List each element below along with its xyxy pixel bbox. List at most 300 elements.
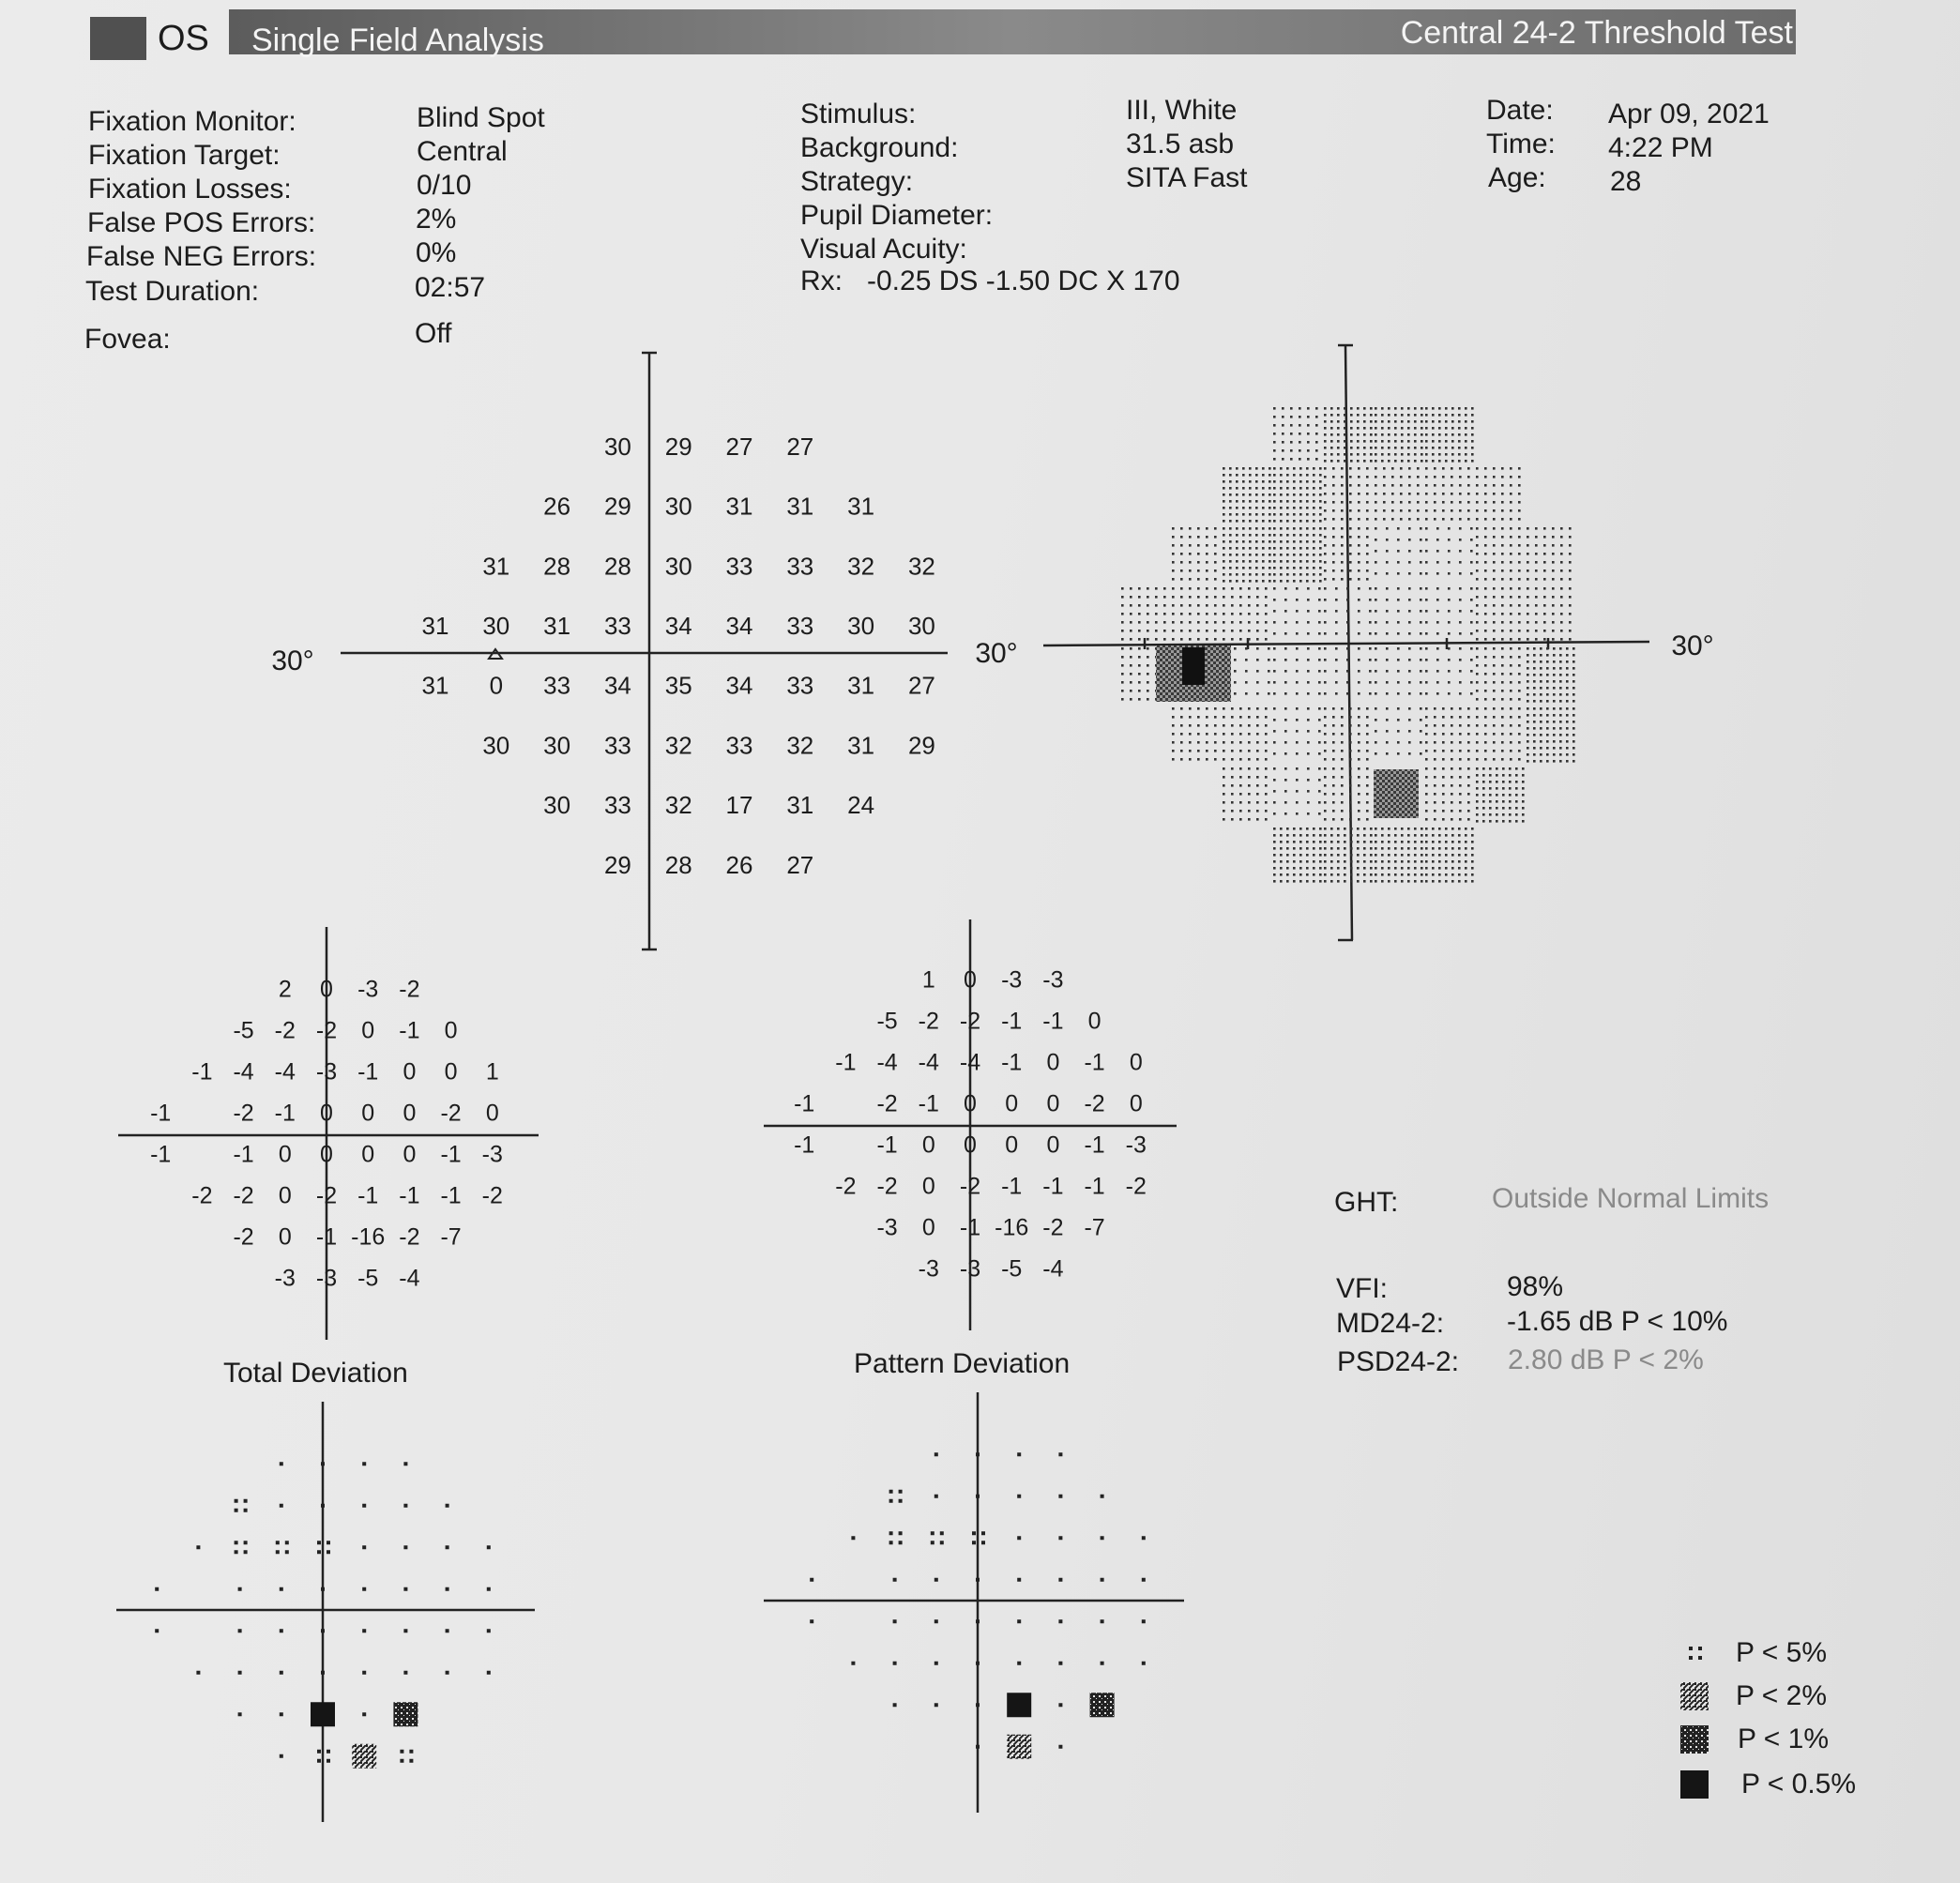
grayscale-dot (1335, 632, 1338, 635)
grayscale-dot (1273, 513, 1276, 516)
grayscale-dot (1249, 567, 1252, 569)
grayscale-dot (1467, 818, 1470, 821)
grayscale-dot (1284, 632, 1287, 635)
grayscale-dot (1236, 474, 1238, 477)
grayscale-dot (1358, 647, 1360, 650)
grayscale-dot (1493, 630, 1496, 632)
grayscale-dot (1357, 847, 1360, 850)
grayscale-dot (1448, 621, 1451, 624)
grayscale-dot (1369, 587, 1372, 590)
grayscale-dot (1527, 613, 1529, 615)
total_deviation-prob-symbol (280, 1462, 283, 1465)
grayscale-dot (1573, 714, 1575, 717)
grayscale-dot (1546, 700, 1549, 703)
grayscale-dot (1467, 509, 1470, 512)
grayscale-dot (1467, 493, 1470, 495)
grayscale-dot (1255, 513, 1258, 516)
grayscale-dot (1465, 873, 1467, 876)
grayscale-dot (1546, 727, 1549, 730)
grayscale-dot (1197, 604, 1200, 607)
grayscale-dot (1229, 573, 1232, 576)
grayscale-dot (1214, 707, 1217, 710)
legend-symbol-p5 (1689, 1647, 1693, 1650)
grayscale-dot (1470, 550, 1473, 553)
grayscale-dot (1299, 854, 1302, 857)
stimulus-label: Stimulus: (800, 99, 917, 129)
grayscale-dot (1471, 453, 1474, 456)
grayscale-dot (1282, 416, 1284, 418)
grayscale-dot (1401, 834, 1404, 837)
grayscale-dot (1350, 854, 1353, 857)
total_deviation-value: 0 (361, 1141, 375, 1168)
grayscale-dot (1540, 687, 1542, 690)
grayscale-dot (1346, 587, 1349, 590)
grayscale-dot (1451, 476, 1453, 478)
fixation-target-label: Fixation Target: (88, 140, 281, 171)
grayscale-dot (1284, 670, 1287, 673)
grayscale-dot (1223, 527, 1225, 530)
grayscale-dot (1206, 733, 1208, 736)
threshold-value: 29 (907, 731, 935, 760)
grayscale-dot (1458, 860, 1461, 863)
time-label: Time: (1486, 129, 1556, 159)
grayscale-dot (1358, 776, 1360, 779)
strategy-value: SITA Fast (1126, 162, 1248, 193)
grayscale-dot (1269, 487, 1271, 490)
grayscale-dot (1206, 536, 1208, 539)
grayscale-dot (1559, 693, 1562, 696)
grayscale-dot (1307, 424, 1310, 427)
grayscale-dot (1489, 774, 1492, 777)
grayscale-dot (1306, 567, 1309, 569)
total_deviation-prob-symbol (403, 1462, 407, 1465)
grayscale-dot (1313, 867, 1315, 870)
grayscale-dot (1451, 427, 1454, 430)
grayscale-dot (1432, 841, 1435, 843)
grayscale-dot (1434, 776, 1436, 779)
grayscale-dot (1172, 536, 1175, 539)
grayscale-dot (1543, 569, 1546, 572)
grayscale-dot (1273, 860, 1276, 863)
grayscale-dot (1155, 630, 1158, 632)
grayscale-dot (1299, 860, 1302, 863)
grayscale-dot (1496, 794, 1498, 797)
grayscale-dot (1357, 873, 1360, 876)
grayscale-dot (1280, 867, 1283, 870)
threshold-value: 31 (847, 731, 875, 760)
grayscale-dot (1375, 659, 1377, 661)
total_deviation-prob-symbol (285, 1541, 289, 1544)
total_deviation-prob-symbol (362, 1545, 366, 1549)
grayscale-dot (1388, 427, 1390, 430)
grayscale-dot (1553, 707, 1556, 710)
grayscale-dot (1197, 561, 1200, 564)
grayscale-dot (1256, 604, 1259, 607)
grayscale-dot (1370, 841, 1373, 843)
grayscale-dot (1324, 750, 1327, 752)
grayscale-dot (1358, 692, 1360, 695)
grayscale-dot (1425, 647, 1428, 650)
grayscale-dot (1458, 447, 1461, 449)
grayscale-dot (1138, 621, 1141, 624)
grayscale-dot (1451, 484, 1453, 487)
grayscale-dot (1459, 518, 1462, 521)
grayscale-dot (1358, 578, 1360, 581)
grayscale-dot (1344, 880, 1346, 883)
grayscale-dot (1489, 807, 1492, 810)
grayscale-dot (1357, 867, 1360, 870)
legend-label-p1: P < 1% (1738, 1724, 1830, 1754)
grayscale-dot (1540, 760, 1542, 763)
grayscale-dot (1273, 554, 1276, 556)
grayscale-dot (1493, 561, 1496, 564)
grayscale-dot (1559, 647, 1562, 650)
pattern_deviation-prob-symbol (1101, 1536, 1104, 1540)
grayscale-dot (1559, 654, 1562, 657)
grayscale-dot (1229, 500, 1232, 503)
grayscale-dot (1375, 670, 1377, 673)
grayscale-dot (1273, 480, 1276, 483)
grayscale-dot (1332, 509, 1335, 512)
grayscale-dot (1493, 509, 1496, 512)
grayscale-dot (1255, 560, 1258, 563)
grayscale-dot (1375, 692, 1377, 695)
grayscale-dot (1163, 613, 1166, 615)
grayscale-dot (1138, 647, 1141, 650)
grayscale-dot (1346, 681, 1349, 684)
grayscale-dot (1467, 750, 1470, 752)
grayscale-dot (1448, 561, 1451, 564)
pattern_deviation-prob-symbol (1101, 1495, 1104, 1498)
grayscale-dot (1337, 828, 1340, 830)
total_deviation-prob-symbol (317, 1550, 321, 1554)
grayscale-dot (1363, 440, 1366, 443)
grayscale-dot (1386, 719, 1389, 721)
grayscale-dot (1273, 854, 1276, 857)
grayscale-dot (1401, 453, 1404, 456)
grayscale-dot (1386, 572, 1389, 575)
grayscale-dot (1282, 433, 1284, 435)
grayscale-dot (1438, 433, 1441, 436)
grayscale-dot (1432, 860, 1435, 863)
grayscale-dot (1465, 828, 1467, 830)
grayscale-dot (1332, 476, 1335, 478)
grayscale-dot (1223, 567, 1225, 569)
grayscale-dot (1375, 873, 1377, 876)
grayscale-dot (1493, 647, 1496, 650)
grayscale-dot (1256, 724, 1259, 727)
grayscale-dot (1432, 460, 1435, 463)
grayscale-dot (1231, 587, 1234, 590)
grayscale-dot (1293, 847, 1296, 850)
grayscale-dot (1313, 467, 1315, 470)
grayscale-dot (1332, 784, 1335, 787)
grayscale-dot (1189, 758, 1192, 761)
grayscale-dot (1501, 664, 1504, 667)
grayscale-dot (1307, 458, 1310, 461)
grayscale-dot (1451, 767, 1453, 770)
grayscale-dot (1467, 716, 1470, 719)
grayscale-dot (1484, 733, 1487, 736)
grayscale-dot (1358, 733, 1360, 736)
grayscale-dot (1445, 880, 1448, 883)
grayscale-dot (1319, 854, 1322, 857)
grayscale-dot (1155, 596, 1158, 599)
grayscale-dot (1493, 553, 1496, 555)
pattern_deviation-prob-symbol (1101, 1619, 1104, 1623)
grayscale-dot (1358, 741, 1360, 744)
grayscale-dot (1121, 681, 1124, 684)
grayscale-dot (1280, 880, 1283, 883)
grayscale-dot (1280, 494, 1283, 496)
total_deviation-value: -2 (315, 1017, 338, 1044)
grayscale-dot (1527, 578, 1529, 581)
grayscale-dot (1559, 661, 1562, 663)
grayscale-dot (1484, 724, 1487, 727)
grayscale-dot (1414, 433, 1417, 436)
grayscale-dot (1375, 730, 1377, 733)
grayscale-dot (1280, 513, 1283, 516)
grayscale-dot (1229, 560, 1232, 563)
grayscale-dot (1459, 801, 1462, 804)
grayscale-dot (1357, 420, 1360, 423)
grayscale-dot (1381, 828, 1384, 830)
grayscale-dot (1358, 724, 1360, 727)
grayscale-dot (1273, 779, 1276, 782)
grayscale-dot (1476, 698, 1479, 701)
pattern_deviation-value: -1 (1001, 1008, 1023, 1035)
grayscale-dot (1421, 427, 1423, 430)
grayscale-dot (1319, 507, 1322, 509)
grayscale-dot (1363, 420, 1366, 423)
grayscale-dot (1130, 630, 1132, 632)
grayscale-dot (1206, 613, 1208, 615)
grayscale-dot (1518, 596, 1521, 599)
total_deviation-value: -2 (440, 1100, 462, 1127)
grayscale-dot (1515, 813, 1518, 816)
grayscale-dot (1451, 460, 1454, 463)
grayscale-dot (1465, 407, 1467, 410)
grayscale-dot (1533, 707, 1536, 710)
grayscale-dot (1332, 758, 1335, 761)
total_deviation-prob-symbol (244, 1550, 248, 1554)
grayscale-dot (1459, 692, 1462, 695)
grayscale-dot (1248, 587, 1251, 590)
grayscale-dot (1299, 424, 1301, 427)
grayscale-dot (1318, 670, 1321, 673)
grayscale-dot (1470, 670, 1473, 673)
grayscale-dot (1337, 447, 1340, 449)
grayscale-dot (1306, 880, 1309, 883)
total_deviation-value: 0 (403, 1058, 417, 1086)
grayscale-dot (1420, 692, 1422, 695)
grayscale-dot (1121, 630, 1124, 632)
grayscale-dot (1273, 867, 1276, 870)
grayscale-dot (1414, 828, 1417, 830)
grayscale-dot (1332, 493, 1335, 495)
grayscale-dot (1434, 484, 1436, 487)
grayscale-dot (1324, 453, 1327, 456)
grayscale-dot (1484, 681, 1487, 684)
grayscale-dot (1330, 841, 1333, 843)
grayscale-dot (1459, 610, 1462, 613)
grayscale-dot (1265, 613, 1268, 615)
grayscale-dot (1262, 474, 1265, 477)
pattern_deviation-value: -3 (1125, 1131, 1147, 1159)
grayscale-dot (1299, 841, 1302, 843)
grayscale-dot (1388, 880, 1390, 883)
grayscale-dot (1425, 847, 1428, 850)
grayscale-dot (1306, 534, 1309, 537)
grayscale-dot (1459, 647, 1462, 650)
grayscale-dot (1366, 776, 1369, 779)
grayscale-dot (1425, 460, 1428, 463)
grayscale-dot (1324, 427, 1327, 430)
grayscale-dot (1249, 573, 1252, 576)
total_deviation-value: -3 (481, 1141, 503, 1168)
grayscale-dot (1476, 707, 1479, 710)
grayscale-dot (1502, 800, 1505, 803)
grayscale-dot (1476, 569, 1479, 572)
grayscale-dot (1543, 553, 1546, 555)
grayscale-dot (1510, 553, 1512, 555)
grayscale-dot (1155, 587, 1158, 590)
grayscale-dot (1407, 834, 1410, 837)
grayscale-dot (1388, 460, 1390, 463)
grayscale-dot (1476, 476, 1479, 478)
grayscale-dot (1573, 727, 1575, 730)
pattern_deviation-prob-symbol (1090, 1693, 1115, 1717)
grayscale-dot (1493, 673, 1496, 676)
grayscale-dot (1476, 630, 1479, 632)
grayscale-dot (1214, 596, 1217, 599)
grayscale-dot (1458, 873, 1461, 876)
grayscale-dot (1236, 480, 1238, 483)
grayscale-dot (1293, 534, 1296, 537)
grayscale-dot (1535, 569, 1538, 572)
grayscale-dot (1459, 587, 1462, 590)
grayscale-dot (1306, 507, 1309, 509)
grayscale-dot (1421, 414, 1423, 417)
grayscale-dot (1476, 716, 1479, 719)
grayscale-dot (1467, 501, 1470, 504)
grayscale-dot (1358, 536, 1360, 539)
grayscale-dot (1546, 760, 1549, 763)
total_deviation-prob-symbol (280, 1754, 283, 1758)
grayscale-dot (1425, 587, 1428, 590)
grayscale-dot (1319, 487, 1322, 490)
grayscale-dot (1484, 630, 1487, 632)
grayscale-dot (1458, 880, 1461, 883)
grayscale-dot (1286, 867, 1289, 870)
grayscale-dot (1229, 467, 1232, 470)
grayscale-dot (1451, 834, 1454, 837)
grayscale-dot (1420, 647, 1422, 650)
grayscale-dot (1470, 621, 1473, 624)
grayscale-dot (1375, 880, 1377, 883)
grayscale-dot (1249, 487, 1252, 490)
grayscale-dot (1484, 673, 1487, 676)
threshold-value: 31 (421, 671, 449, 700)
grayscale-dot (1369, 610, 1372, 613)
total_deviation-value: 0 (444, 1058, 458, 1086)
total_deviation-value: -5 (233, 1017, 254, 1044)
grayscale-dot (1533, 680, 1536, 683)
grayscale-dot (1471, 460, 1474, 463)
total_deviation-prob-symbol (403, 1545, 407, 1549)
total_deviation-prob-symbol (280, 1587, 283, 1591)
pattern_deviation-prob-symbol (981, 1531, 985, 1535)
grayscale-dot (1344, 420, 1346, 423)
grayscale-dot (1543, 621, 1546, 624)
grayscale-dot (1510, 476, 1512, 478)
grayscale-dot (1147, 604, 1149, 607)
grayscale-dot (1249, 494, 1252, 496)
pattern_deviation-prob-symbol (1007, 1735, 1031, 1759)
grayscale-dot (1296, 610, 1299, 613)
grayscale-dot (1130, 673, 1132, 676)
grayscale-dot (1223, 573, 1225, 576)
psd-label: PSD24-2: (1337, 1346, 1460, 1377)
grayscale-dot (1518, 707, 1521, 710)
grayscale-dot (1293, 527, 1296, 530)
grayscale-dot (1357, 427, 1360, 430)
grayscale-dot (1566, 727, 1569, 730)
grayscale-dot (1459, 493, 1462, 495)
grayscale-dot (1189, 638, 1192, 641)
grayscale-dot (1332, 484, 1335, 487)
grayscale-dot (1293, 554, 1296, 556)
grayscale-dot (1121, 664, 1124, 667)
grayscale-dot (1401, 420, 1404, 423)
grayscale-dot (1484, 647, 1487, 650)
grayscale-dot (1280, 487, 1283, 490)
grayscale-dot (1442, 750, 1445, 752)
grayscale-dot (1306, 520, 1309, 523)
threshold-value: 30 (664, 492, 692, 521)
pattern_deviation-value: -2 (876, 1173, 898, 1200)
grayscale-dot (1566, 760, 1569, 763)
grayscale-dot (1284, 779, 1287, 782)
grayscale-dot (1518, 613, 1521, 615)
grayscale-dot (1383, 501, 1386, 504)
grayscale-dot (1286, 474, 1289, 477)
grayscale-dot (1425, 493, 1428, 495)
threshold-value: 30 (543, 731, 571, 760)
grayscale-dot (1515, 787, 1518, 790)
grayscale-dot (1273, 828, 1276, 830)
grayscale-dot (1337, 873, 1340, 876)
grayscale-dot (1493, 536, 1496, 539)
grayscale-dot (1319, 880, 1322, 883)
grayscale-dot (1436, 599, 1439, 601)
grayscale-dot (1299, 467, 1302, 470)
grayscale-dot (1560, 536, 1563, 539)
pattern_deviation-value: -16 (995, 1214, 1029, 1241)
grayscale-dot (1313, 841, 1315, 843)
grayscale-dot (1363, 873, 1366, 876)
grayscale-dot (1476, 604, 1479, 607)
grayscale-dot (1265, 767, 1268, 770)
grayscale-dot (1306, 860, 1309, 863)
grayscale-dot (1214, 561, 1217, 564)
grayscale-dot (1273, 841, 1276, 843)
grayscale-dot (1330, 453, 1333, 456)
pattern_deviation-prob-symbol (976, 1662, 980, 1665)
grayscale-dot (1172, 724, 1175, 727)
pattern_deviation-prob-symbol (899, 1541, 903, 1544)
grayscale-dot (1451, 847, 1454, 850)
